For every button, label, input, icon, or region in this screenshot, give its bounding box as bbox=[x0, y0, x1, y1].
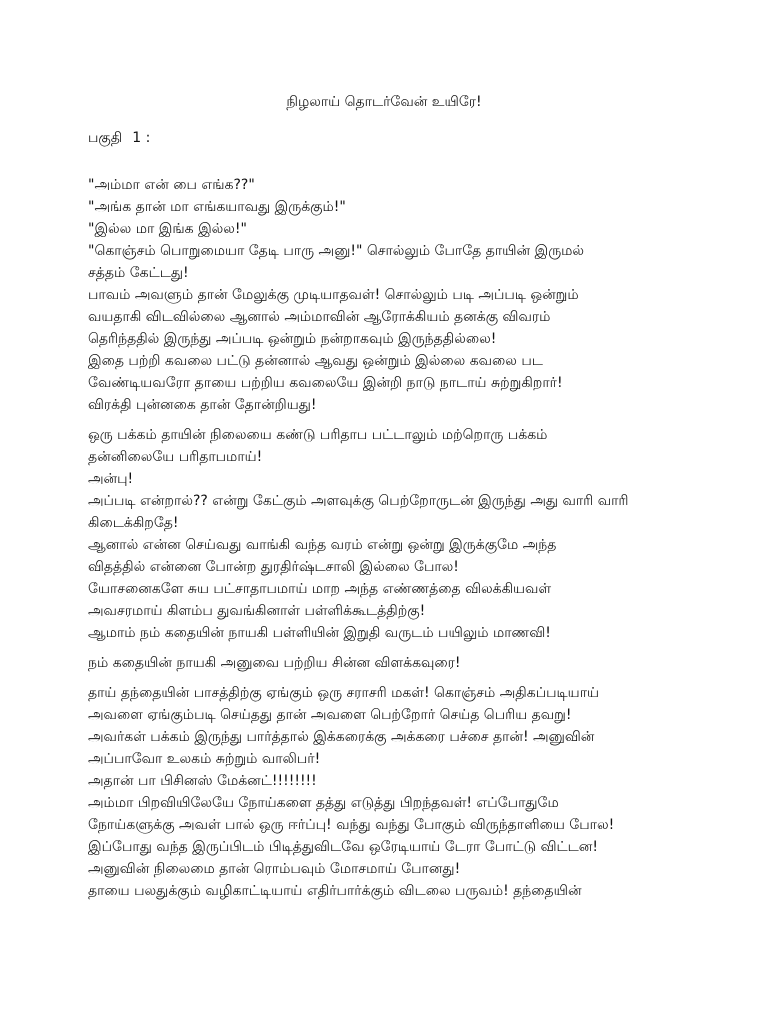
paragraph-line: "அங்க தான் மா எங்கயாவது இருக்கும்!" bbox=[88, 199, 346, 215]
paragraph-line: அவசரமாய் கிளம்ப துவங்கினாள் பள்ளிக்கூடத்திற்கு! bbox=[88, 603, 426, 619]
paragraph-line: தாய் தந்தையின் பாசத்திற்கு ஏங்கும் ஒரு சராசரி மகள்! கொஞ்சம் அதிகப்படியாய் bbox=[88, 685, 600, 701]
paragraph-line: விதத்தில் என்னை போன்ற துரதிர்ஷ்டசாலி இல்லை போல! bbox=[88, 559, 459, 575]
paragraph-line: அப்படி என்றால்?? என்று கேட்கும் அளவுக்கு பெற்றோருடன் இருந்து அது வாரி வாரி bbox=[88, 493, 629, 509]
paragraph-line: அப்பாவோ உலகம் சுற்றும் வாலிபர்! bbox=[88, 751, 321, 767]
paragraph-line: தாயை பலதுக்கும் வழிகாட்டியாய் எதிர்பார்க்கும் விடலை பருவம்! தந்தையின் bbox=[88, 883, 582, 899]
paragraph-line: அனுவின் நிலைமை தான் ரொம்பவும் மோசமாய் போனது! bbox=[88, 861, 461, 877]
paragraph-line: ஒரு பக்கம் தாயின் நிலையை கண்டு பரிதாப பட்டாலும் மற்றொரு பக்கம் bbox=[88, 427, 548, 443]
paragraph-line: அதான் பா பிசினஸ் மேக்னட்!!!!!!!! bbox=[88, 773, 317, 789]
paragraph-line: வேண்டியவரோ தாயை பற்றிய கவலையே இன்றி நாடு நாடாய் சுற்றுகிறார்! bbox=[88, 375, 563, 391]
paragraph-line: தன்னிலையே பரிதாபமாய்! bbox=[88, 449, 263, 465]
paragraph-line: அம்மா பிறவியிலேயே நோய்களை தத்து எடுத்து பிறந்தவள்! எப்போதுமே bbox=[88, 795, 559, 811]
chapter-number: 1 : bbox=[132, 130, 151, 146]
paragraph-line: "இல்ல மா இங்க இல்ல!" bbox=[88, 221, 247, 237]
chapter-heading bbox=[88, 128, 718, 148]
paragraph-line: அவளை ஏங்கும்படி செய்தது தான் அவளை பெற்றோர் செய்த பெரிய தவறு! bbox=[88, 707, 572, 723]
paragraph-line: நம் கதையின் நாயகி அனுவை பற்றிய சின்ன விளக்கவுரை! bbox=[88, 655, 461, 671]
paragraph-line: ஆமாம் நம் கதையின் நாயகி பள்ளியின் இறுதி வருடம் பயிலும் மாணவி! bbox=[88, 625, 551, 641]
paragraph-line: "கொஞ்சம் பொறுமையா தேடி பாரு அனு!" சொல்லும் போதே தாயின் இருமல் bbox=[88, 243, 585, 259]
paragraph-line: தெரிந்ததில் இருந்து அப்படி ஒன்றும் நன்றாகவும் இருந்ததில்லை! bbox=[88, 331, 497, 347]
paragraph-line: நோய்களுக்கு அவள் பால் ஒரு ஈர்ப்பு! வந்து வந்து போகும் விருந்தாளியை போல! bbox=[88, 817, 615, 833]
paragraph-line: வயதாகி விடவில்லை ஆனால் அம்மாவின் ஆரோக்கியம் தனக்கு விவரம் bbox=[88, 309, 551, 325]
paragraph-line: இதை பற்றி கவலை பட்டு தன்னால் ஆவது ஒன்றும் இல்லை கவலை பட bbox=[88, 353, 543, 369]
paragraph-line: சத்தம் கேட்டது! bbox=[88, 265, 189, 281]
paragraph-line: ஆனால் என்ன செய்வது வாங்கி வந்த வரம் என்று ஒன்று இருக்குமே அந்த bbox=[88, 537, 557, 553]
paragraph-line: இப்போது வந்த இருப்பிடம் பிடித்துவிடவே ஒரேடியாய் டேரா போட்டு விட்டன! bbox=[88, 839, 598, 855]
paragraph-line: அன்பு! bbox=[88, 471, 134, 487]
paragraph-line: யோசனைகளே சுய பட்சாதாபமாய் மாற அந்த எண்ணத்தை விலக்கியவள் bbox=[88, 581, 552, 597]
paragraph-line: விரக்தி புன்னகை தான் தோன்றியது! bbox=[88, 397, 317, 413]
paragraph-line: பாவம் அவளும் தான் மேலுக்கு முடியாதவள்! சொல்லும் படி அப்படி ஒன்றும் bbox=[88, 287, 579, 303]
chapter-label: பகுதி bbox=[88, 130, 123, 146]
paragraph-line: அவர்கள் பக்கம் இருந்து பார்த்தால் இக்கரைக்கு அக்கரை பச்சை தான்! அனுவின் bbox=[88, 729, 595, 745]
paragraph-line: கிடைக்கிறதே! bbox=[88, 515, 179, 531]
story-title: நிழலாய் தொடர்வேன் உயிரே! bbox=[286, 94, 482, 110]
paragraph-line: "அம்மா என் பை எங்க??" bbox=[88, 177, 255, 193]
